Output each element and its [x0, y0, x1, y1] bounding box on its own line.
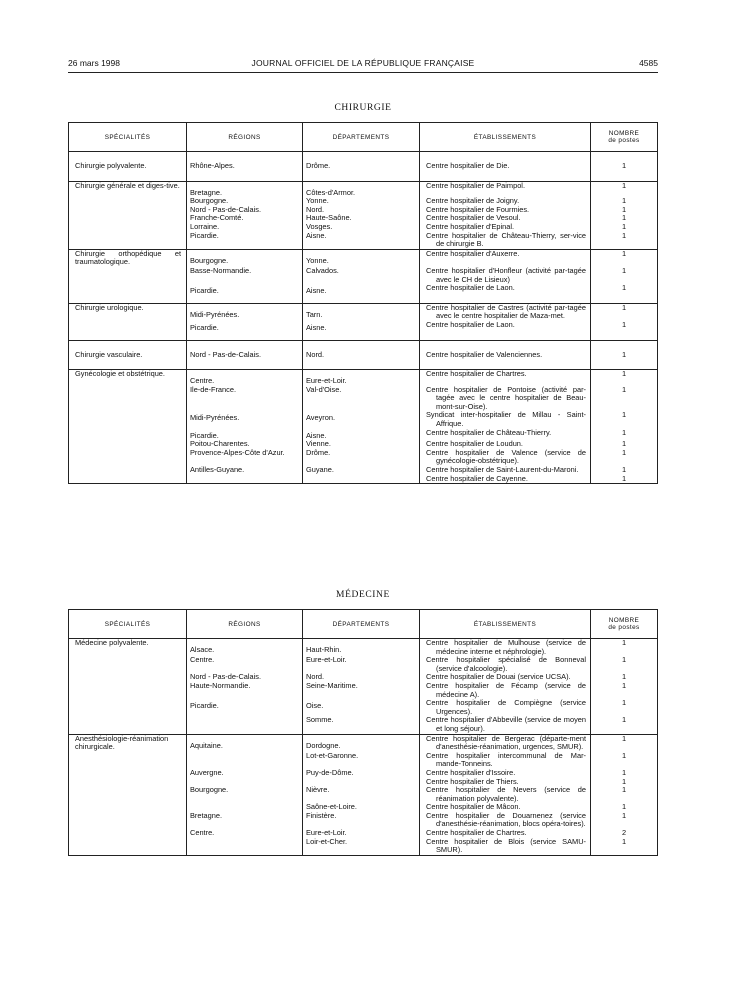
specialite-cell — [69, 786, 187, 803]
table-row — [69, 838, 658, 856]
table-header-row — [69, 610, 658, 639]
etablissement-cell — [420, 812, 591, 829]
etablissement-cell — [420, 370, 591, 386]
region-cell: Bourgogne. — [187, 249, 303, 267]
region-cell: Provence-Alpes-Côte d'Azur. — [187, 449, 303, 466]
table-row — [69, 656, 658, 673]
departement-cell: Vosges. — [303, 223, 420, 232]
nombre-postes-cell: 1 — [591, 249, 658, 267]
specialite-cell — [69, 449, 187, 466]
departement-cell: Vienne. — [303, 440, 420, 449]
departement-cell: Drôme. — [303, 449, 420, 466]
specialite-cell — [69, 429, 187, 441]
table-row — [69, 181, 658, 197]
etablissement-cell — [420, 181, 591, 197]
nombre-postes-cell: 1 — [591, 223, 658, 232]
etablissement-text: Centre hospitalier de Château-Thierry. — [426, 427, 552, 437]
nombre-postes-cell: 1 — [591, 769, 658, 778]
header-rule — [68, 72, 658, 73]
departement-cell: Dordogne. — [303, 734, 420, 752]
nombre-postes-cell: 1 — [591, 752, 658, 769]
nombre-postes-cell: 1 — [591, 656, 658, 673]
region-cell: Haute-Normandie. — [187, 682, 303, 699]
etablissement-text: Centre hospitalier de Die. — [426, 161, 510, 170]
nombre-postes-cell: 1 — [591, 152, 658, 182]
region-cell: Rhône-Alpes. — [187, 152, 303, 182]
etablissement-cell — [420, 639, 591, 657]
region-cell: Picardie. — [187, 699, 303, 716]
column-header-specialites: SPÉCIALITÉS — [69, 123, 187, 152]
nombre-postes-cell: 1 — [591, 411, 658, 428]
table-row — [69, 466, 658, 475]
region-cell: Bourgogne. — [187, 197, 303, 206]
column-header-regions: RÉGIONS — [187, 123, 303, 152]
etablissement-text: Centre hospitalier spécialisé de Bonneval (service d'alcoologie). — [426, 655, 586, 673]
etablissement-cell — [420, 284, 591, 303]
region-cell: Ile-de-France. — [187, 386, 303, 412]
departement-cell: Puy-de-Dôme. — [303, 769, 420, 778]
etablissement-text: Centre hospitalier de Paimpol. — [426, 180, 526, 190]
specialite-cell — [69, 673, 187, 682]
specialite-cell — [69, 752, 187, 769]
nombre-postes-cell: 1 — [591, 734, 658, 752]
etablissement-text: Centre hospitalier de Chartres. — [426, 369, 527, 379]
region-cell: Picardie. — [187, 321, 303, 340]
region-cell: Alsace. — [187, 639, 303, 657]
region-cell: Midi-Pyrénées. — [187, 411, 303, 428]
etablissement-cell — [420, 656, 591, 673]
region-cell: Lorraine. — [187, 223, 303, 232]
departement-cell: Yonne. — [303, 249, 420, 267]
nombre-postes-cell: 1 — [591, 197, 658, 206]
etablissement-text: Centre hospitalier de Saint-Laurent-du-Maroni. — [426, 465, 579, 475]
etablissement-text: Centre hospitalier d'Abbeville (service de moyen et long séjour). — [426, 715, 586, 733]
medecine-table — [68, 609, 658, 856]
etablissement-cell — [420, 682, 591, 699]
departement-cell: Nord. — [303, 206, 420, 215]
region-cell: Bretagne. — [187, 812, 303, 829]
table-row — [69, 786, 658, 803]
chirurgie-table — [68, 122, 658, 484]
etablissement-text: Centre hospitalier de Fourmies. — [426, 204, 530, 214]
region-cell: Aquitaine. — [187, 734, 303, 752]
specialite-cell — [69, 682, 187, 699]
departement-cell: Drôme. — [303, 152, 420, 182]
departement-cell: Val-d'Oise. — [303, 386, 420, 412]
nombre-postes-cell: 1 — [591, 181, 658, 197]
table-row — [69, 386, 658, 412]
column-header-nombre-label: NOMBRE de postes — [608, 130, 640, 144]
specialite-cell — [69, 214, 187, 223]
region-cell: Antilles-Guyane. — [187, 466, 303, 475]
etablissement-text: Centre hospitalier de Cayenne. — [426, 473, 528, 483]
region-cell: Centre. — [187, 370, 303, 386]
column-header-specialites: SPÉCIALITÉS — [69, 610, 187, 639]
table-row — [69, 197, 658, 206]
nombre-postes-cell: 1 — [591, 206, 658, 215]
departement-cell: Eure-et-Loir. — [303, 656, 420, 673]
etablissement-cell — [420, 734, 591, 752]
etablissement-cell — [420, 449, 591, 466]
etablissement-text: Centre hospitalier de Castres (activité par-tagée avec le centre hospitalier de Maza-met. — [426, 302, 586, 321]
column-header-departements: DÉPARTEMENTS — [303, 123, 420, 152]
nombre-postes-cell: 1 — [591, 429, 658, 441]
etablissement-text: Centre hospitalier de Mâcon. — [426, 802, 521, 812]
column-header-nombre — [591, 610, 658, 639]
region-cell: Basse-Normandie. — [187, 267, 303, 284]
region-cell — [187, 475, 303, 484]
departement-cell: Aisne. — [303, 429, 420, 441]
nombre-postes-cell: 2 — [591, 829, 658, 838]
specialite-cell — [69, 838, 187, 856]
specialite-cell — [69, 284, 187, 303]
nombre-postes-cell: 1 — [591, 699, 658, 716]
specialite-cell — [69, 466, 187, 475]
etablissement-cell — [420, 249, 591, 267]
etablissement-text: Centre hospitalier d'Auxerre. — [426, 248, 520, 258]
column-header-departements: DÉPARTEMENTS — [303, 610, 420, 639]
departement-cell: Guyane. — [303, 466, 420, 475]
etablissement-text: Centre hospitalier de Douai (service UCSA). — [426, 672, 571, 682]
etablissement-cell — [420, 752, 591, 769]
specialite-cell — [69, 656, 187, 673]
etablissement-text: Centre hospitalier intercommunal de Mar-mande-Tonneins. — [426, 750, 586, 769]
specialite-cell — [69, 197, 187, 206]
table-row — [69, 232, 658, 250]
table-row — [69, 699, 658, 716]
nombre-postes-cell: 1 — [591, 386, 658, 412]
etablissement-text: Syndicat inter-hospitalier de Millau - Saint-Affrique. — [426, 410, 586, 429]
table-row — [69, 267, 658, 284]
column-header-etablissements: ÉTABLISSEMENTS — [420, 610, 591, 639]
specialite-cell — [69, 386, 187, 412]
departement-cell: Calvados. — [303, 267, 420, 284]
departement-cell: Nord. — [303, 673, 420, 682]
specialite-cell — [69, 267, 187, 284]
specialite-cell: Médecine polyvalente. — [69, 639, 187, 657]
etablissement-text: Centre hospitalier de Pontoise (activité par-tagée avec le centre hospitalier de Beau-mont-sur-Oise). — [426, 384, 586, 411]
page-number: 4585 — [639, 58, 658, 68]
departement-cell: Loir-et-Cher. — [303, 838, 420, 856]
etablissement-text: Centre hospitalier de Valence (service de gynécologie-obstétrique). — [426, 447, 586, 466]
nombre-postes-cell: 1 — [591, 370, 658, 386]
region-cell: Midi-Pyrénées. — [187, 303, 303, 321]
header-date: 26 mars 1998 — [68, 58, 120, 68]
column-header-regions: RÉGIONS — [187, 610, 303, 639]
etablissement-cell — [420, 267, 591, 284]
specialite-cell — [69, 206, 187, 215]
departement-cell: Saône-et-Loire. — [303, 803, 420, 812]
table-row — [69, 734, 658, 752]
specialite-cell — [69, 232, 187, 250]
journal-title: JOURNAL OFFICIEL DE LA RÉPUBLIQUE FRANÇAISE — [251, 58, 475, 68]
etablissement-cell — [420, 475, 591, 484]
specialite-cell — [69, 803, 187, 812]
specialite-cell — [69, 769, 187, 778]
nombre-postes-cell: 1 — [591, 682, 658, 699]
table-row — [69, 340, 658, 370]
departement-cell: Aisne. — [303, 232, 420, 250]
nombre-postes-cell: 1 — [591, 786, 658, 803]
region-cell: Poitou-Charentes. — [187, 440, 303, 449]
region-cell: Picardie. — [187, 429, 303, 441]
specialite-cell: Anesthésiologie-réanimation chirurgicale. — [69, 734, 187, 752]
table-header-row — [69, 123, 658, 152]
specialite-cell — [69, 716, 187, 734]
nombre-postes-cell: 1 — [591, 639, 658, 657]
etablissement-text: Centre hospitalier de Château-Thierry, ser-vice de chirurgie B. — [426, 230, 586, 249]
etablissement-cell — [420, 386, 591, 412]
region-cell: Picardie. — [187, 232, 303, 250]
etablissement-text: Centre hospitalier de Joigny. — [426, 196, 520, 206]
nombre-postes-cell: 1 — [591, 284, 658, 303]
table-row — [69, 152, 658, 182]
table-row — [69, 769, 658, 778]
departement-cell: Finistère. — [303, 812, 420, 829]
etablissement-cell — [420, 232, 591, 250]
departement-cell: Yonne. — [303, 197, 420, 206]
nombre-postes-cell: 1 — [591, 838, 658, 856]
etablissement-cell — [420, 786, 591, 803]
specialite-cell — [69, 321, 187, 340]
etablissement-text: Centre hospitalier de Compiègne (service Urgences). — [426, 698, 586, 716]
departement-cell: Tarn. — [303, 303, 420, 321]
region-cell: Nord - Pas-de-Calais. — [187, 673, 303, 682]
column-header-nombre-label: NOMBRE de postes — [608, 617, 640, 631]
nombre-postes-cell: 1 — [591, 321, 658, 340]
page-header — [68, 58, 658, 70]
departement-cell: Aisne. — [303, 284, 420, 303]
table-row — [69, 429, 658, 441]
region-cell: Franche-Comté. — [187, 214, 303, 223]
specialite-cell: Chirurgie urologique. — [69, 303, 187, 321]
etablissement-cell — [420, 303, 591, 321]
region-cell: Auvergne. — [187, 769, 303, 778]
region-cell: Nord - Pas-de-Calais. — [187, 206, 303, 215]
section-title-chirurgie: CHIRURGIE — [334, 103, 392, 113]
specialite-cell — [69, 475, 187, 484]
nombre-postes-cell: 1 — [591, 716, 658, 734]
departement-cell: Eure-et-Loir. — [303, 370, 420, 386]
table-row — [69, 206, 658, 215]
nombre-postes-cell: 1 — [591, 449, 658, 466]
etablissement-text: Centre hospitalier de Thiers. — [426, 776, 519, 786]
etablissement-cell — [420, 152, 591, 182]
nombre-postes-cell: 1 — [591, 340, 658, 370]
etablissement-cell — [420, 321, 591, 340]
etablissement-cell — [420, 838, 591, 856]
specialite-cell — [69, 829, 187, 838]
etablissement-text: Centre hospitalier de Chartres. — [426, 828, 527, 838]
table-row — [69, 249, 658, 267]
etablissement-text: Centre hospitalier de Fécamp (service de médecine A). — [426, 680, 586, 699]
etablissement-text: Centre hospitalier d'Epinal. — [426, 221, 515, 231]
etablissement-cell — [420, 340, 591, 370]
specialite-cell — [69, 411, 187, 428]
etablissement-text: Centre hospitalier de Blois (service SAMU-SMUR). — [426, 836, 586, 855]
specialite-cell: Chirurgie polyvalente. — [69, 152, 187, 182]
departement-cell: Côtes-d'Armor. — [303, 181, 420, 197]
etablissement-cell — [420, 699, 591, 716]
region-cell: Picardie. — [187, 284, 303, 303]
departement-cell: Haut-Rhin. — [303, 639, 420, 657]
region-cell — [187, 752, 303, 769]
etablissement-cell — [420, 716, 591, 734]
table-row — [69, 639, 658, 657]
table-row — [69, 411, 658, 428]
table-row — [69, 752, 658, 769]
specialite-cell: Chirurgie orthopédique et traumatologique. — [69, 249, 187, 267]
departement-cell: Aveyron. — [303, 411, 420, 428]
table-row — [69, 303, 658, 321]
column-header-etablissements: ÉTABLISSEMENTS — [420, 123, 591, 152]
departement-cell: Somme. — [303, 716, 420, 734]
region-cell: Centre. — [187, 656, 303, 673]
etablissement-text: Centre hospitalier de Nevers (service de réanimation polyvalente). — [426, 785, 586, 803]
region-cell — [187, 716, 303, 734]
specialite-cell: Chirurgie vasculaire. — [69, 340, 187, 370]
specialite-cell: Chirurgie générale et diges-tive. — [69, 181, 187, 197]
nombre-postes-cell: 1 — [591, 267, 658, 284]
section-title-medecine: MÉDECINE — [336, 590, 390, 600]
departement-cell: Haute-Saône. — [303, 214, 420, 223]
specialite-cell — [69, 812, 187, 829]
etablissement-text: Centre hospitalier de Bergerac (départe-ment d'anesthésie-réanimation, urgences, SMUR). — [426, 733, 586, 752]
specialite-cell: Gynécologie et obstétrique. — [69, 370, 187, 386]
table-row — [69, 449, 658, 466]
departement-cell: Seine-Maritime. — [303, 682, 420, 699]
table-row — [69, 475, 658, 484]
specialite-cell — [69, 699, 187, 716]
nombre-postes-cell: 1 — [591, 778, 658, 787]
specialite-cell — [69, 778, 187, 787]
etablissement-cell — [420, 411, 591, 428]
region-cell: Bretagne. — [187, 181, 303, 197]
table-row — [69, 284, 658, 303]
departement-cell: Aisne. — [303, 321, 420, 340]
table-row — [69, 321, 658, 340]
etablissement-text: Centre hospitalier de Douarnenez (service d'anesthésie-réanimation, blocs opéra-toires). — [426, 810, 586, 829]
etablissement-text: Centre hospitalier de Valenciennes. — [426, 349, 543, 359]
table-row — [69, 214, 658, 223]
nombre-postes-cell: 1 — [591, 812, 658, 829]
region-cell: Nord - Pas-de-Calais. — [187, 340, 303, 370]
table-row — [69, 716, 658, 734]
specialite-cell — [69, 223, 187, 232]
specialite-cell — [69, 440, 187, 449]
nombre-postes-cell: 1 — [591, 673, 658, 682]
etablissement-text: Centre hospitalier d'Honfleur (activité par-tagée avec le CH de Lisieux) — [426, 265, 586, 284]
etablissement-text: Centre hospitalier de Loudun. — [426, 439, 523, 449]
departement-cell: Lot-et-Garonne. — [303, 752, 420, 769]
nombre-postes-cell: 1 — [591, 232, 658, 250]
departement-cell: Nord. — [303, 340, 420, 370]
departement-cell — [303, 475, 420, 484]
departement-cell: Oise. — [303, 699, 420, 716]
nombre-postes-cell: 1 — [591, 214, 658, 223]
departement-cell: Eure-et-Loir. — [303, 829, 420, 838]
nombre-postes-cell: 1 — [591, 803, 658, 812]
table-row — [69, 370, 658, 386]
etablissement-text: Centre hospitalier de Mulhouse (service de médecine interne et néphrologie). — [426, 638, 586, 656]
departement-cell: Nièvre. — [303, 786, 420, 803]
nombre-postes-cell: 1 — [591, 475, 658, 484]
nombre-postes-cell: 1 — [591, 466, 658, 475]
table-row — [69, 812, 658, 829]
region-cell: Bourgogne. — [187, 786, 303, 803]
column-header-nombre — [591, 123, 658, 152]
etablissement-text: Centre hospitalier de Laon. — [426, 319, 515, 329]
nombre-postes-cell: 1 — [591, 440, 658, 449]
region-cell: Centre. — [187, 829, 303, 838]
region-cell — [187, 838, 303, 856]
etablissement-text: Centre hospitalier de Laon. — [426, 283, 515, 293]
etablissement-text: Centre hospitalier d'Issoire. — [426, 767, 516, 777]
table-row — [69, 682, 658, 699]
nombre-postes-cell: 1 — [591, 303, 658, 321]
etablissement-text: Centre hospitalier de Vesoul. — [426, 213, 521, 223]
